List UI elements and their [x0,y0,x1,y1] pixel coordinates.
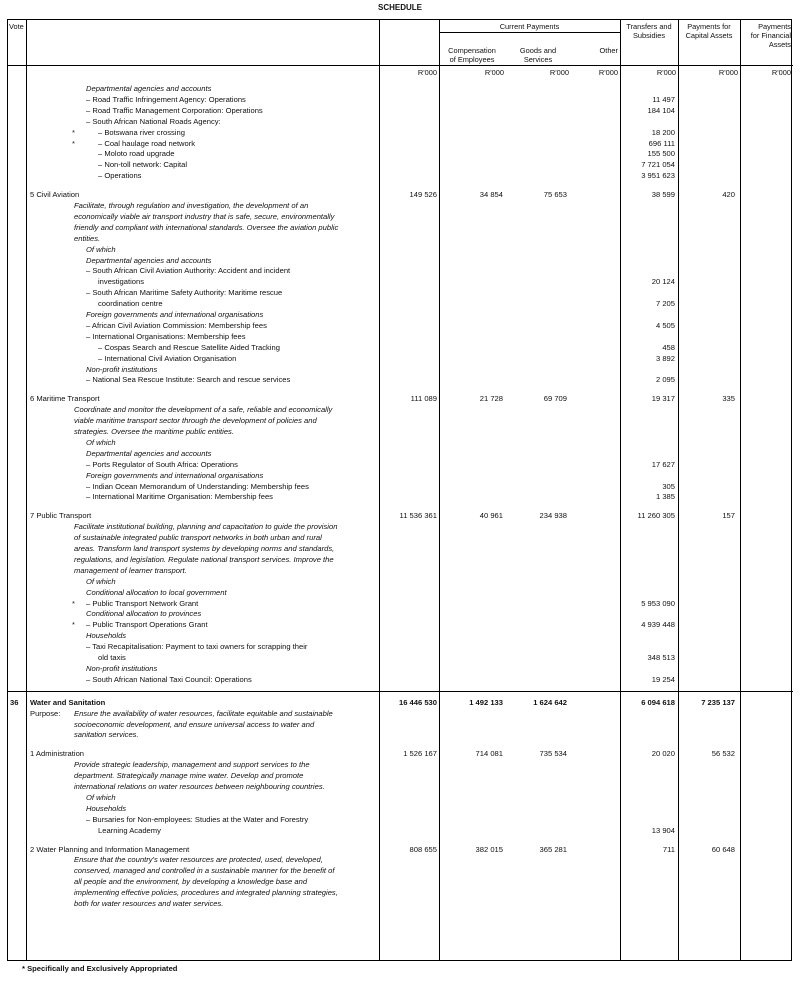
row-description: – Road Traffic Infringement Agency: Operations [86,94,246,104]
table-row [8,265,793,276]
table-row [8,674,793,685]
row-description: strategies. Oversee the maritime public entities. [74,427,234,436]
table-row [8,83,793,94]
table-row [8,630,793,641]
table-row [8,320,793,331]
table-row [8,587,793,598]
table-row [8,759,793,770]
table-row [8,374,793,385]
table-row [8,521,793,532]
table-row [8,255,793,266]
row-description: – Indian Ocean Memorandum of Understanding: Membership fees [86,481,309,491]
header-current-payments: Current Payments [499,22,560,31]
table-row [8,404,793,415]
amount-comp: 21 728 [479,394,503,404]
table-row [8,652,793,663]
row-description: – Public Transport Operations Grant [86,620,208,630]
row-description: 6 Maritime Transport [30,394,100,404]
row-description: Households [86,631,127,641]
unit-label: R'000 [771,68,791,77]
unit-label: R'000 [549,68,569,77]
table-row [8,189,793,200]
amount-total: 808 655 [409,844,437,854]
table-row [8,437,793,448]
table-row [8,170,793,181]
row-description: Of which [86,244,116,254]
amount-cap: 60 648 [711,844,735,854]
amount-tr: 711 [662,844,675,854]
table-row [8,200,793,211]
row-description: – Taxi Recapitalisation: Payment to taxi owners for scrapping their [86,642,308,652]
amount-goods: 75 653 [543,190,567,200]
row-description: 5 Civil Aviation [30,190,80,200]
row-description: – African Civil Aviation Commission: Membership fees [86,320,267,330]
amount-tr: 4 505 [655,320,675,330]
table-row [8,105,793,116]
row-description: regulations, and legislation. Regulate national transport services. Improve the [74,554,334,564]
row-description: – South African Civil Aviation Authority: Accident and incident [86,266,291,276]
amount-tr: 19 254 [651,674,675,684]
table-row [8,854,793,865]
row-description: – International Organisations: Membership fees [86,331,246,341]
row-description: – International Maritime Organisation: Membership fees [86,492,273,502]
row-description: – Operations [98,171,142,181]
table-row [8,138,793,149]
unit-label: R'000 [598,68,618,77]
row-description: of sustainable integrated public transport networks in both urban and rural [74,533,322,543]
amount-tr: 17 627 [651,459,675,469]
appropriation-marker: * [72,598,75,608]
table-row [8,233,793,244]
header-goods-services: Goods and Services [519,46,557,64]
row-description: Non-profit institutions [86,663,158,673]
table-row [8,426,793,437]
table-row [8,663,793,674]
amount-tr: 11 260 305 [637,511,675,521]
purpose-label: Purpose: [30,708,61,718]
table-row [8,331,793,342]
amount-goods: 234 938 [539,511,567,521]
table-row [8,342,793,353]
row-description: Of which [86,792,116,802]
row-description: Of which [86,437,116,447]
row-description: – Bursaries for Non-employees: Studies at the Water and Forestry [86,814,309,824]
amount-tr: 3 892 [655,353,675,363]
row-description: Foreign governments and international organisations [86,470,264,480]
amount-tr: 11 497 [652,94,675,104]
row-description: Learning Academy [98,825,161,835]
row-description: Ensure the availability of water resources, facilitate equitable and sustainable [74,708,333,718]
table-row [8,244,793,255]
row-description: entities. [74,233,101,243]
row-description: areas. Transform land transport systems by developing norms and standards, [74,544,335,553]
table-row [8,364,793,375]
amount-tr: 7 721 054 [641,160,675,170]
row-description: socioeconomic development, and ensure universal access to water and [74,719,315,729]
table-row [8,803,793,814]
table-row [8,459,793,470]
row-description: – Cospas Search and Rescue Satellite Aided Tracking [98,342,280,352]
row-description: viable maritime transport sector through the development of policies and [74,416,317,426]
table-row [8,598,793,609]
unit-label: R'000 [484,68,504,77]
header-financial-assets: Payments for Financial Assets [750,22,791,49]
table-row [8,481,793,492]
row-description: 7 Public Transport [30,511,92,521]
table-row [8,510,793,521]
appropriation-marker: * [72,620,75,630]
row-description: Departmental agencies and accounts [86,255,212,265]
row-description: – Non-toll network: Capital [98,160,188,170]
row-description: coordination centre [98,299,163,309]
unit-label: R'000 [718,68,738,77]
row-description: – South African National Roads Agency: [86,116,221,126]
amount-cap: 7 235 137 [701,697,735,707]
header-divider [8,65,793,66]
amount-total: 149 526 [409,190,437,200]
table-row [8,448,793,459]
table-row [8,222,793,233]
amount-comp: 1 492 133 [469,697,503,707]
table-row [8,865,793,876]
row-description: – Public Transport Network Grant [86,598,199,608]
row-description: Departmental agencies and accounts [86,84,212,93]
amount-cap: 56 532 [711,749,735,759]
amount-cap: 157 [722,511,735,521]
table-row [8,287,793,298]
header-transfers: Transfers and Subsidies [626,22,672,40]
amount-tr: 5 953 090 [641,598,675,608]
amount-cap: 420 [722,190,735,200]
row-description: 2 Water Planning and Information Management [30,844,190,854]
header-divider [439,32,620,33]
row-description: all people and the environment, by developing a knowledge base and [74,877,308,887]
table-row [8,309,793,320]
row-description: sanitation services. [74,730,139,740]
row-description: management of learner transport. [74,565,187,575]
table-row [8,148,793,159]
amount-comp: 34 854 [479,190,503,200]
table-row [8,116,793,127]
row-description: economically viable air transport industry that is safe, secure, environmentally [74,211,335,221]
table-row [8,770,793,781]
row-description: both for water resources and water services. [74,899,224,908]
header-other: Other [599,46,618,55]
table-row [8,792,793,803]
row-description: – International Civil Aviation Organisation [98,353,237,363]
table-row [8,532,793,543]
amount-goods: 735 534 [539,749,567,759]
amount-tr: 3 951 623 [641,171,675,181]
table-row [8,814,793,825]
table-row [8,641,793,652]
row-description: implementing effective policies, procedures and integrated planning strategies, [74,888,338,898]
schedule-title: SCHEDULE [377,3,422,12]
amount-tr: 38 599 [651,190,675,200]
amount-tr: 2 095 [655,375,675,385]
table-row [8,127,793,138]
amount-tr: 20 020 [651,749,675,759]
row-description: – Coal haulage road network [98,138,196,148]
row-description: 1 Administration [30,749,85,759]
header-capital-assets: Payments for Capital Assets [685,22,733,40]
amount-tr: 20 124 [651,277,675,287]
row-description: Coordinate and monitor the development of a safe, reliable and economically [74,405,333,415]
amount-tr: 1 385 [655,492,675,502]
table-row [8,415,793,426]
amount-goods: 69 709 [543,394,567,404]
row-description: – Ports Regulator of South Africa: Operations [86,459,238,469]
table-row [8,781,793,792]
table-row [8,276,793,287]
vote-number: 36 [10,697,19,707]
row-description: friendly and compliant with international standards. Oversee the aviation public [74,222,339,232]
row-description: Facilitate institutional building, planning and capacitation to guide the provision [74,522,338,532]
table-row [8,876,793,887]
table-row [8,825,793,836]
amount-tr: 18 200 [651,127,675,137]
amount-cap: 335 [722,394,735,404]
table-row [8,844,793,855]
row-description: – South African Maritime Safety Authority: Maritime rescue [86,288,283,298]
row-description: Ensure that the country's water resources are protected, used, developed, [74,855,323,865]
table-row [8,211,793,222]
amount-tr: 19 317 [651,394,675,404]
table-row [8,898,793,909]
table-row [8,887,793,898]
row-description: Households [86,803,127,813]
row-description: – South African National Taxi Council: Operations [86,674,252,684]
amount-tr: 4 939 448 [641,620,675,630]
row-description: investigations [98,277,145,287]
table-row [8,719,793,730]
amount-tr: 305 [662,481,675,491]
amount-comp: 714 081 [475,749,503,759]
amount-tr: 348 513 [647,653,675,662]
table-row [8,554,793,565]
appropriation-marker: * [72,127,75,137]
schedule-table [7,19,792,961]
table-row [8,298,793,309]
amount-tr: 696 111 [648,138,675,148]
row-description: department. Strategically manage mine water. Develop and promote [74,771,304,781]
footnote: * Specifically and Exclusively Appropriated [22,964,178,973]
row-description: Non-profit institutions [86,364,158,374]
table-row [8,565,793,576]
table-row [8,159,793,170]
row-description: international relations on water resources between neighbouring countries. [74,782,325,791]
amount-goods: 365 281 [539,844,567,854]
row-description: – Botswana river crossing [98,127,185,137]
table-row [8,470,793,481]
row-description: Facilitate, through regulation and investigation, the development of an [74,201,309,210]
table-row [8,491,793,502]
table-row [8,543,793,554]
row-description: – National Sea Rescue Institute: Search and rescue services [86,375,291,385]
amount-comp: 382 015 [475,844,503,854]
table-row [8,94,793,105]
table-row [8,708,793,719]
header-vote: Vote [9,22,24,31]
table-row [8,608,793,619]
row-description: Departmental agencies and accounts [86,448,212,458]
unit-label: R'000 [417,68,437,77]
row-description: Provide strategic leadership, management and support services to the [74,760,310,770]
appropriation-marker: * [72,138,75,148]
table-row [8,697,793,708]
table-row [8,353,793,364]
table-row [8,729,793,740]
amount-total: 1 526 167 [403,749,437,759]
row-description: Water and Sanitation [30,697,106,707]
table-row [8,576,793,587]
row-description: Conditional allocation to local government [86,587,227,597]
amount-total: 11 536 361 [399,511,437,521]
amount-tr: 6 094 618 [641,697,675,707]
row-description: Conditional allocation to provinces [86,609,202,619]
vote-separator [8,691,793,692]
amount-comp: 40 961 [479,511,503,521]
amount-tr: 458 [662,342,675,352]
row-description: – Moloto road upgrade [98,149,175,159]
amount-tr: 155 500 [647,149,675,159]
row-description: Of which [86,576,116,586]
amount-total: 111 089 [410,394,437,404]
amount-total: 16 446 530 [398,697,437,707]
table-row [8,619,793,630]
table-row [8,393,793,404]
row-description: Foreign governments and international organisations [86,310,264,319]
table-row [8,748,793,759]
amount-tr: 13 904 [651,825,675,835]
header-compensation: Compensation of Employees [448,46,496,64]
unit-label: R'000 [656,68,676,77]
row-description: conserved, managed and controlled in a sustainable manner for the benefit of [74,866,335,876]
row-description: old taxis [98,653,126,662]
amount-goods: 1 624 642 [533,697,567,707]
amount-tr: 184 104 [647,105,675,115]
amount-tr: 7 205 [655,299,675,309]
row-description: – Road Traffic Management Corporation: Operations [86,105,263,115]
